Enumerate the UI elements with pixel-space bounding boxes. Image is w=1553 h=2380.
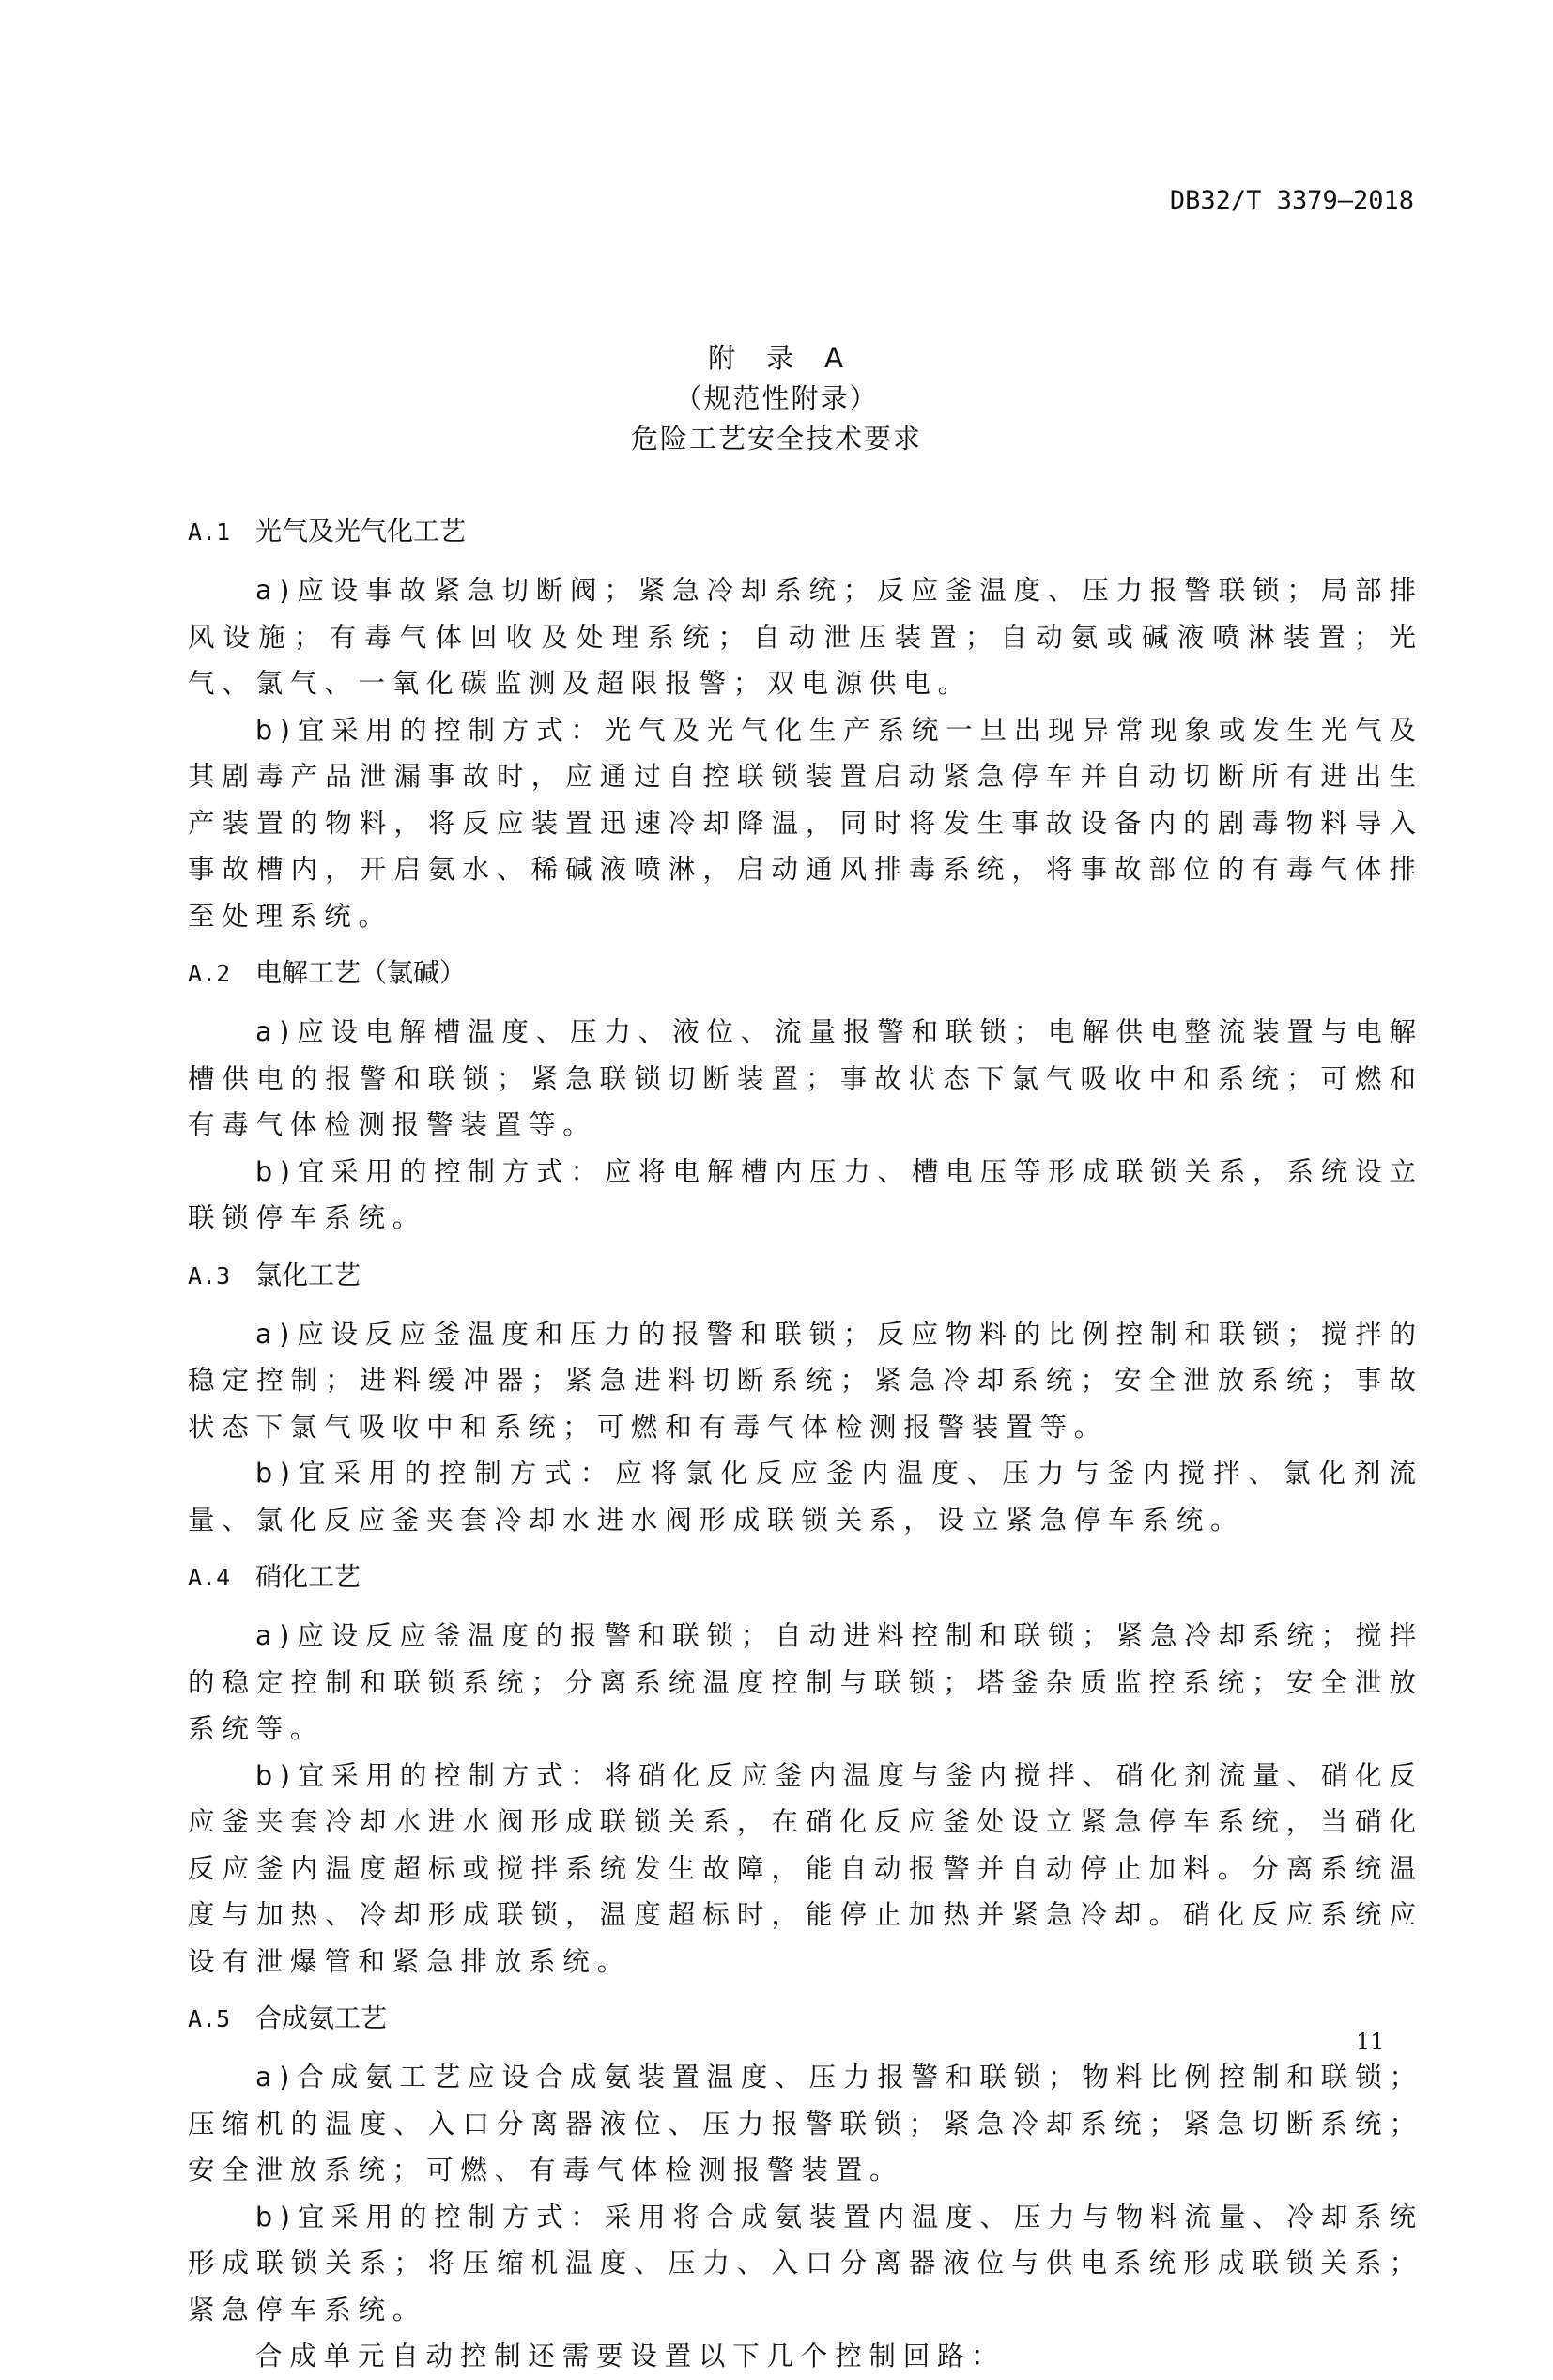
section-title: 光气及光气化工艺 xyxy=(255,516,467,547)
section-heading xyxy=(188,1554,1416,1600)
appendix-label: 附 录 A xyxy=(708,342,845,374)
section-number: A.4 xyxy=(188,1564,231,1591)
paragraph: 合成单元自动控制还需要设置以下几个控制回路： xyxy=(255,2341,1006,2372)
document-body xyxy=(188,498,1423,2380)
section-heading xyxy=(188,1996,1416,2041)
paragraph: b)宜采用的控制方式：应将氯化反应釜内温度、压力与釜内搅拌、氯化剂流量、氯化反应釜夹套冷却水进水阀形成联锁关系，设立紧急停车系统。 xyxy=(188,1458,1423,1536)
paragraph: a)应设电解槽温度、压力、液位、流量报警和联锁；电解供电整流装置与电解槽供电的报警和联锁；紧急联锁切断装置；事故状态下氯气吸收中和系统；可燃和有毒气体检测报警装置等。 xyxy=(188,1016,1423,1140)
paragraph: b)宜采用的控制方式：应将电解槽内压力、槽电压等形成联锁关系，系统设立联锁停车系统。 xyxy=(188,1155,1423,1233)
section-number: A.3 xyxy=(188,1261,231,1290)
appendix-titles xyxy=(0,338,1553,459)
section-number: A.2 xyxy=(188,960,231,987)
section-title: 合成氨工艺 xyxy=(255,2002,388,2033)
section-heading xyxy=(188,950,1416,996)
section-title: 氯化工艺 xyxy=(255,1259,361,1290)
paragraph: b)宜采用的控制方式：将硝化反应釜内温度与釜内搅拌、硝化剂流量、硝化反应釜夹套冷却水进水阀形成联锁关系，在硝化反应釜处设立紧急停车系统，当硝化反应釜内温度超标或搅拌系统发生故障，能自动报警并自动停止加料。分离系统温度与加热、冷却形成联锁，温度超标时，能停止加热并紧急冷却。硝化反应系统应设有泄爆管和紧急排放系统。 xyxy=(188,1759,1423,1977)
paragraph: b)宜采用的控制方式：采用将合成氨装置内温度、压力与物料流量、冷却系统形成联锁关系；将压缩机温度、压力、入口分离器液位与供电系统形成联锁关系；紧急停车系统。 xyxy=(188,2201,1423,2326)
section-title: 硝化工艺 xyxy=(255,1561,361,1592)
section-heading xyxy=(188,1253,1416,1298)
paragraph: b)宜采用的控制方式：光气及光气化生产系统一旦出现异常现象或发生光气及其剧毒产品泄漏事故时，应通过自控联锁装置启动紧急停车并自动切断所有进出生产装置的物料，将反应装置迅速冷却降温，同时将发生事故设备内的剧毒物料导入事故槽内，开启氨水、稀碱液喷淋，启动通风排毒系统，将事故部位的有毒气体排至处理系统。 xyxy=(188,714,1423,932)
paragraph: a)应设反应釜温度和压力的报警和联锁；反应物料的比例控制和联锁；搅拌的稳定控制；进料缓冲器；紧急进料切断系统；紧急冷却系统；安全泄放系统；事故状态下氯气吸收中和系统；可燃和有毒气体检测报警装置等。 xyxy=(188,1318,1423,1443)
appendix-type: （规范性附录） xyxy=(674,382,879,414)
section-number: A.5 xyxy=(188,2005,231,2032)
section-heading xyxy=(188,509,1416,554)
section-title: 电解工艺（氯碱） xyxy=(255,957,467,988)
standard-code: DB32/T 3379—2018 xyxy=(1169,186,1414,215)
paragraph: a)应设事故紧急切断阀；紧急冷却系统；反应釜温度、压力报警联锁；局部排风设施；有毒气体回收及处理系统；自动泄压装置；自动氨或碱液喷淋装置；光气、氯气、一氧化碳监测及超限报警；双电源供电。 xyxy=(188,575,1423,699)
section-number: A.1 xyxy=(188,518,231,546)
paragraph: a)合成氨工艺应设合成氨装置温度、压力报警和联锁；物料比例控制和联锁；压缩机的温度、入口分离器液位、压力报警联锁；紧急冷却系统；紧急切断系统；安全泄放系统；可燃、有毒气体检测报警装置。 xyxy=(188,2062,1423,2186)
paragraph: a)应设反应釜温度的报警和联锁；自动进料控制和联锁；紧急冷却系统；搅拌的稳定控制和联锁系统；分离系统温度控制与联锁；塔釜杂质监控系统；安全泄放系统等。 xyxy=(188,1620,1423,1744)
page-number: 11 xyxy=(1356,2029,1385,2055)
appendix-title: 危险工艺安全技术要求 xyxy=(630,423,922,455)
